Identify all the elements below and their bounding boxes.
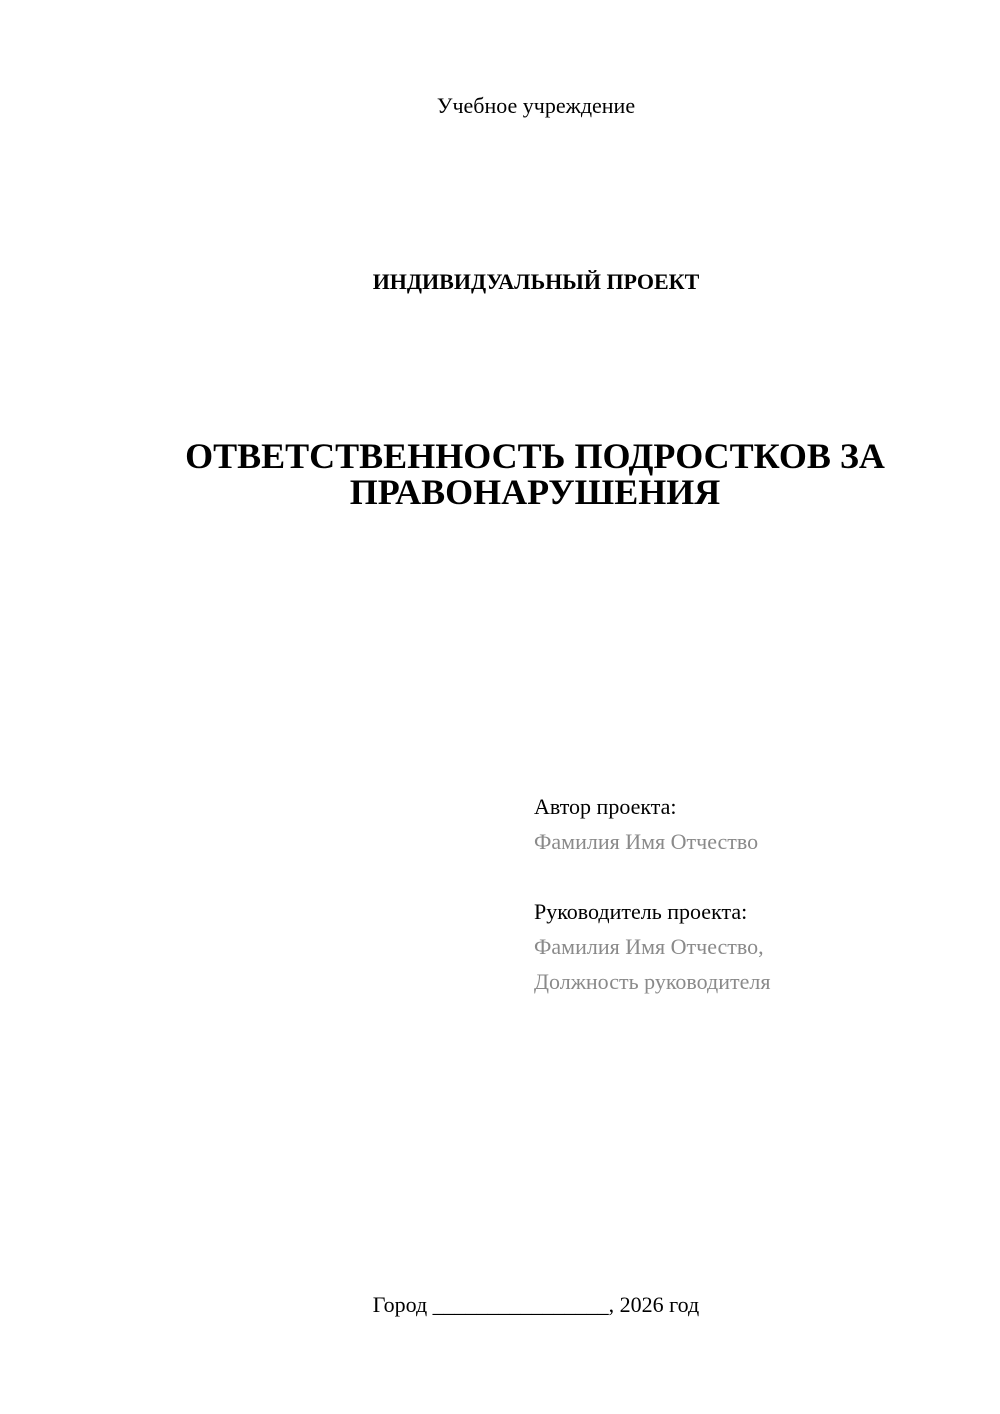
project-title-line-2: ПРАВОНАРУШЕНИЯ xyxy=(349,472,721,512)
city-year-line: Город ________________, 2026 год xyxy=(372,1292,700,1317)
document-type: ИНДИВИДУАЛЬНЫЙ ПРОЕКТ xyxy=(372,269,700,294)
author-name: Фамилия Имя Отчество xyxy=(534,829,759,854)
project-title xyxy=(120,438,950,510)
project-info-block xyxy=(534,789,974,999)
author-label: Автор проекта: xyxy=(534,794,677,819)
institution-name: Учебное учреждение xyxy=(436,93,636,118)
spacer xyxy=(534,859,974,894)
supervisor-name: Фамилия Имя Отчество, xyxy=(534,934,764,959)
project-title-line-1: ОТВЕТСТВЕННОСТЬ ПОДРОСТКОВ ЗА xyxy=(185,436,885,476)
supervisor-label: Руководитель проекта: xyxy=(534,899,748,924)
supervisor-position: Должность руководителя xyxy=(534,969,771,994)
